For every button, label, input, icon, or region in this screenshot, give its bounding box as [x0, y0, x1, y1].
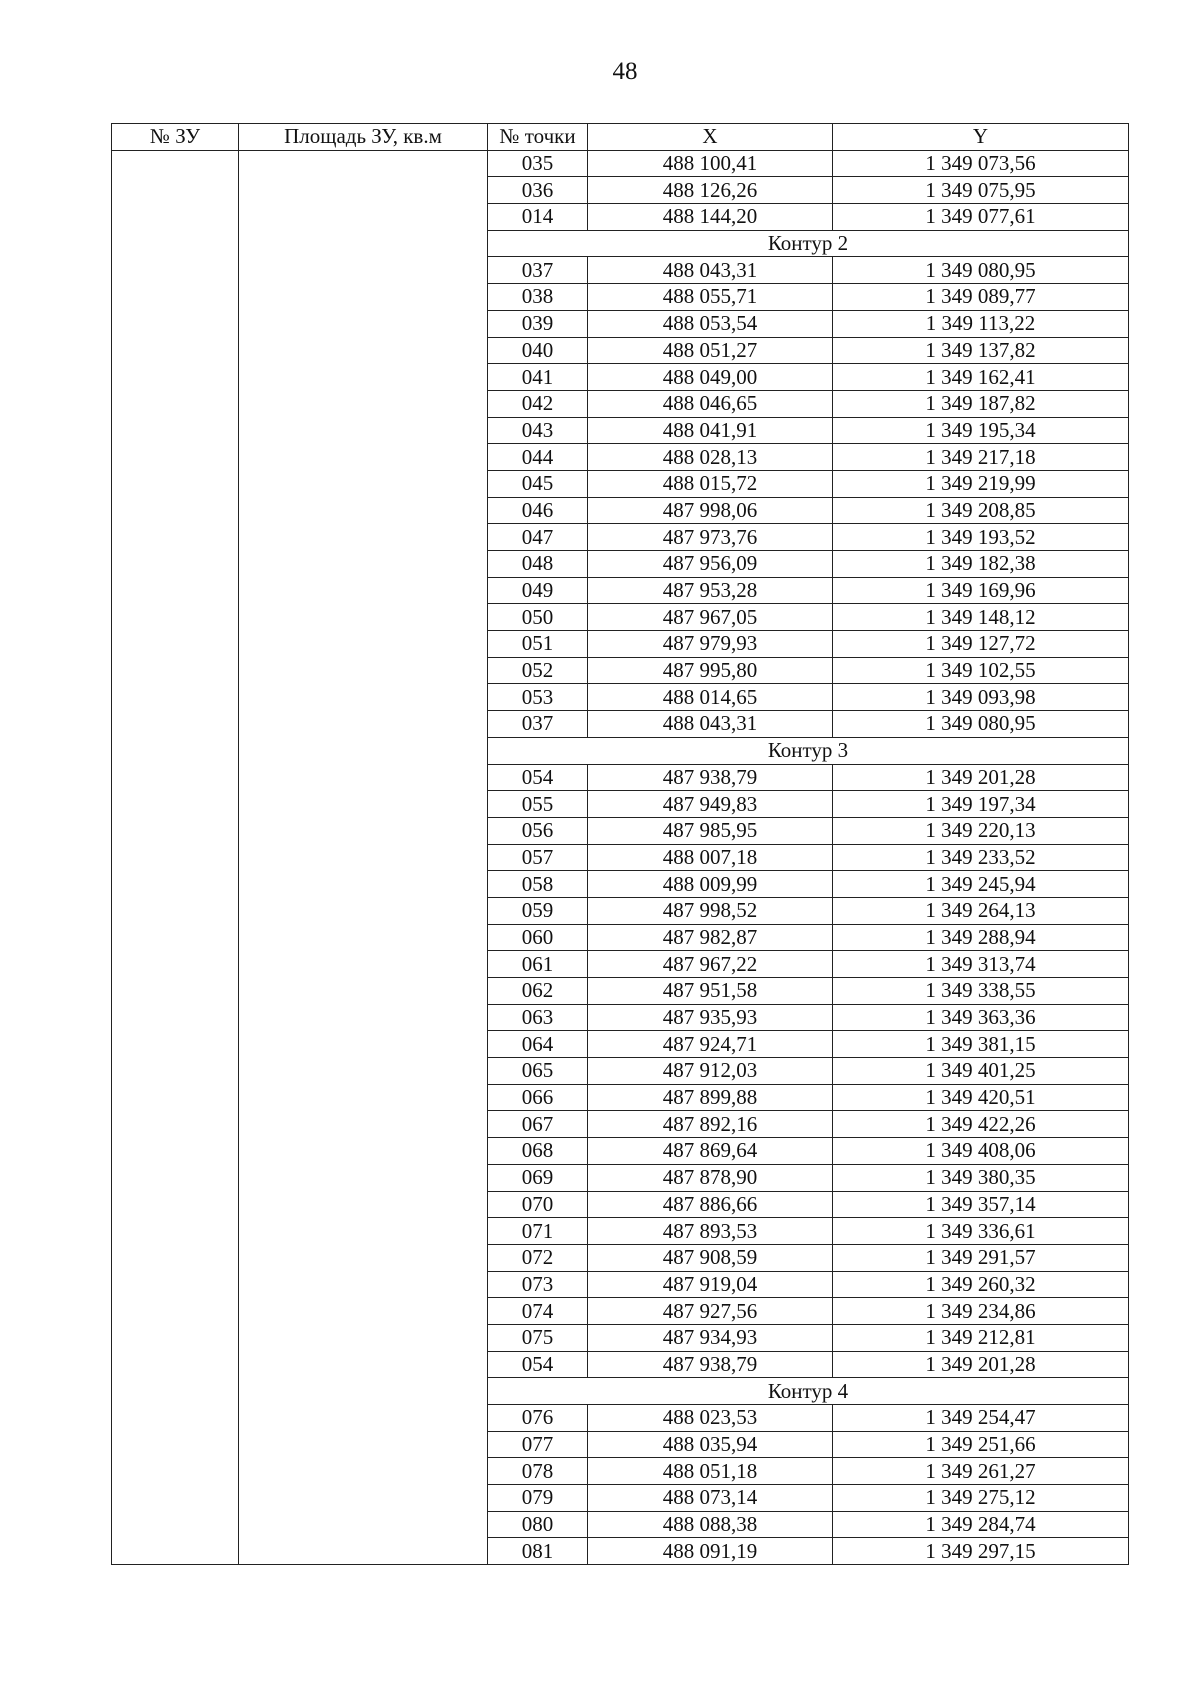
point-number-cell: 058	[488, 871, 588, 898]
x-coordinate-cell: 488 043,31	[588, 257, 833, 284]
x-coordinate-cell: 487 935,93	[588, 1004, 833, 1031]
point-number-cell: 057	[488, 844, 588, 871]
point-number-cell: 061	[488, 951, 588, 978]
x-coordinate-cell: 487 995,80	[588, 657, 833, 684]
header-plot-number: № ЗУ	[112, 124, 239, 151]
point-number-cell: 072	[488, 1244, 588, 1271]
point-number-cell: 043	[488, 417, 588, 444]
point-number-cell: 081	[488, 1538, 588, 1565]
y-coordinate-cell: 1 349 193,52	[833, 524, 1129, 551]
x-coordinate-cell: 487 982,87	[588, 924, 833, 951]
y-coordinate-cell: 1 349 201,28	[833, 1351, 1129, 1378]
x-coordinate-cell: 487 938,79	[588, 1351, 833, 1378]
point-number-cell: 064	[488, 1031, 588, 1058]
y-coordinate-cell: 1 349 182,38	[833, 551, 1129, 578]
x-coordinate-cell: 487 985,95	[588, 817, 833, 844]
point-number-cell: 041	[488, 364, 588, 391]
x-coordinate-cell: 488 088,38	[588, 1511, 833, 1538]
y-coordinate-cell: 1 349 212,81	[833, 1324, 1129, 1351]
point-number-cell: 035	[488, 150, 588, 177]
y-coordinate-cell: 1 349 187,82	[833, 390, 1129, 417]
point-number-cell: 079	[488, 1485, 588, 1512]
x-coordinate-cell: 488 049,00	[588, 364, 833, 391]
point-number-cell: 075	[488, 1324, 588, 1351]
x-coordinate-cell: 488 073,14	[588, 1485, 833, 1512]
y-coordinate-cell: 1 349 208,85	[833, 497, 1129, 524]
y-coordinate-cell: 1 349 261,27	[833, 1458, 1129, 1485]
point-number-cell: 056	[488, 817, 588, 844]
point-number-cell: 074	[488, 1298, 588, 1325]
table-header-row	[112, 124, 1129, 151]
y-coordinate-cell: 1 349 338,55	[833, 978, 1129, 1005]
x-coordinate-cell: 487 973,76	[588, 524, 833, 551]
point-number-cell: 060	[488, 924, 588, 951]
point-number-cell: 037	[488, 257, 588, 284]
y-coordinate-cell: 1 349 380,35	[833, 1164, 1129, 1191]
point-number-cell: 049	[488, 577, 588, 604]
y-coordinate-cell: 1 349 077,61	[833, 204, 1129, 231]
x-coordinate-cell: 488 046,65	[588, 390, 833, 417]
x-coordinate-cell: 487 979,93	[588, 631, 833, 658]
y-coordinate-cell: 1 349 195,34	[833, 417, 1129, 444]
x-coordinate-cell: 488 035,94	[588, 1431, 833, 1458]
header-x: X	[588, 124, 833, 151]
x-coordinate-cell: 487 938,79	[588, 764, 833, 791]
point-number-cell: 039	[488, 310, 588, 337]
x-coordinate-cell: 487 869,64	[588, 1138, 833, 1165]
y-coordinate-cell: 1 349 113,22	[833, 310, 1129, 337]
y-coordinate-cell: 1 349 260,32	[833, 1271, 1129, 1298]
point-number-cell: 054	[488, 764, 588, 791]
x-coordinate-cell: 488 041,91	[588, 417, 833, 444]
point-number-cell: 045	[488, 470, 588, 497]
x-coordinate-cell: 488 007,18	[588, 844, 833, 871]
table-body	[112, 150, 1129, 1564]
x-coordinate-cell: 488 051,18	[588, 1458, 833, 1485]
x-coordinate-cell: 487 953,28	[588, 577, 833, 604]
x-coordinate-cell: 487 912,03	[588, 1058, 833, 1085]
y-coordinate-cell: 1 349 073,56	[833, 150, 1129, 177]
header-point-number: № точки	[488, 124, 588, 151]
y-coordinate-cell: 1 349 251,66	[833, 1431, 1129, 1458]
y-coordinate-cell: 1 349 089,77	[833, 284, 1129, 311]
point-number-cell: 066	[488, 1084, 588, 1111]
y-coordinate-cell: 1 349 169,96	[833, 577, 1129, 604]
x-coordinate-cell: 487 949,83	[588, 791, 833, 818]
y-coordinate-cell: 1 349 220,13	[833, 817, 1129, 844]
y-coordinate-cell: 1 349 408,06	[833, 1138, 1129, 1165]
y-coordinate-cell: 1 349 284,74	[833, 1511, 1129, 1538]
point-number-cell: 059	[488, 897, 588, 924]
x-coordinate-cell: 487 956,09	[588, 551, 833, 578]
x-coordinate-cell: 488 043,31	[588, 711, 833, 738]
x-coordinate-cell: 487 899,88	[588, 1084, 833, 1111]
point-number-cell: 080	[488, 1511, 588, 1538]
table-row	[112, 150, 1129, 177]
x-coordinate-cell: 488 053,54	[588, 310, 833, 337]
point-number-cell: 047	[488, 524, 588, 551]
x-coordinate-cell: 488 028,13	[588, 444, 833, 471]
x-coordinate-cell: 488 055,71	[588, 284, 833, 311]
y-coordinate-cell: 1 349 162,41	[833, 364, 1129, 391]
y-coordinate-cell: 1 349 201,28	[833, 764, 1129, 791]
point-number-cell: 050	[488, 604, 588, 631]
y-coordinate-cell: 1 349 336,61	[833, 1218, 1129, 1245]
point-number-cell: 042	[488, 390, 588, 417]
contour-label: Контур 3	[488, 737, 1129, 764]
y-coordinate-cell: 1 349 127,72	[833, 631, 1129, 658]
y-coordinate-cell: 1 349 245,94	[833, 871, 1129, 898]
point-number-cell: 037	[488, 711, 588, 738]
point-number-cell: 014	[488, 204, 588, 231]
y-coordinate-cell: 1 349 217,18	[833, 444, 1129, 471]
y-coordinate-cell: 1 349 264,13	[833, 897, 1129, 924]
x-coordinate-cell: 487 886,66	[588, 1191, 833, 1218]
point-number-cell: 078	[488, 1458, 588, 1485]
y-coordinate-cell: 1 349 357,14	[833, 1191, 1129, 1218]
x-coordinate-cell: 488 144,20	[588, 204, 833, 231]
y-coordinate-cell: 1 349 234,86	[833, 1298, 1129, 1325]
plot-number-cell	[112, 150, 239, 1564]
y-coordinate-cell: 1 349 422,26	[833, 1111, 1129, 1138]
y-coordinate-cell: 1 349 275,12	[833, 1485, 1129, 1512]
point-number-cell: 040	[488, 337, 588, 364]
y-coordinate-cell: 1 349 137,82	[833, 337, 1129, 364]
y-coordinate-cell: 1 349 297,15	[833, 1538, 1129, 1565]
x-coordinate-cell: 487 927,56	[588, 1298, 833, 1325]
x-coordinate-cell: 487 998,52	[588, 897, 833, 924]
y-coordinate-cell: 1 349 313,74	[833, 951, 1129, 978]
y-coordinate-cell: 1 349 093,98	[833, 684, 1129, 711]
y-coordinate-cell: 1 349 363,36	[833, 1004, 1129, 1031]
header-plot-area: Площадь ЗУ, кв.м	[239, 124, 488, 151]
y-coordinate-cell: 1 349 075,95	[833, 177, 1129, 204]
point-number-cell: 054	[488, 1351, 588, 1378]
y-coordinate-cell: 1 349 420,51	[833, 1084, 1129, 1111]
x-coordinate-cell: 488 014,65	[588, 684, 833, 711]
point-number-cell: 069	[488, 1164, 588, 1191]
x-coordinate-cell: 487 951,58	[588, 978, 833, 1005]
x-coordinate-cell: 487 934,93	[588, 1324, 833, 1351]
point-number-cell: 068	[488, 1138, 588, 1165]
point-number-cell: 051	[488, 631, 588, 658]
x-coordinate-cell: 487 908,59	[588, 1244, 833, 1271]
y-coordinate-cell: 1 349 254,47	[833, 1405, 1129, 1432]
x-coordinate-cell: 488 091,19	[588, 1538, 833, 1565]
y-coordinate-cell: 1 349 197,34	[833, 791, 1129, 818]
x-coordinate-cell: 488 051,27	[588, 337, 833, 364]
x-coordinate-cell: 487 924,71	[588, 1031, 833, 1058]
y-coordinate-cell: 1 349 080,95	[833, 257, 1129, 284]
contour-label: Контур 4	[488, 1378, 1129, 1405]
point-number-cell: 077	[488, 1431, 588, 1458]
x-coordinate-cell: 487 998,06	[588, 497, 833, 524]
point-number-cell: 065	[488, 1058, 588, 1085]
point-number-cell: 063	[488, 1004, 588, 1031]
plot-area-cell	[239, 150, 488, 1564]
point-number-cell: 055	[488, 791, 588, 818]
x-coordinate-cell: 488 015,72	[588, 470, 833, 497]
point-number-cell: 070	[488, 1191, 588, 1218]
point-number-cell: 038	[488, 284, 588, 311]
contour-label: Контур 2	[488, 230, 1129, 257]
x-coordinate-cell: 487 919,04	[588, 1271, 833, 1298]
x-coordinate-cell: 488 009,99	[588, 871, 833, 898]
y-coordinate-cell: 1 349 401,25	[833, 1058, 1129, 1085]
page-number: 48	[612, 58, 638, 85]
coordinates-table	[111, 123, 1129, 1565]
point-number-cell: 062	[488, 978, 588, 1005]
y-coordinate-cell: 1 349 291,57	[833, 1244, 1129, 1271]
x-coordinate-cell: 488 126,26	[588, 177, 833, 204]
x-coordinate-cell: 487 892,16	[588, 1111, 833, 1138]
y-coordinate-cell: 1 349 148,12	[833, 604, 1129, 631]
y-coordinate-cell: 1 349 233,52	[833, 844, 1129, 871]
y-coordinate-cell: 1 349 102,55	[833, 657, 1129, 684]
point-number-cell: 073	[488, 1271, 588, 1298]
header-y: Y	[833, 124, 1129, 151]
point-number-cell: 044	[488, 444, 588, 471]
y-coordinate-cell: 1 349 288,94	[833, 924, 1129, 951]
point-number-cell: 046	[488, 497, 588, 524]
point-number-cell: 052	[488, 657, 588, 684]
x-coordinate-cell: 487 878,90	[588, 1164, 833, 1191]
x-coordinate-cell: 487 967,22	[588, 951, 833, 978]
point-number-cell: 071	[488, 1218, 588, 1245]
point-number-cell: 076	[488, 1405, 588, 1432]
point-number-cell: 053	[488, 684, 588, 711]
y-coordinate-cell: 1 349 381,15	[833, 1031, 1129, 1058]
x-coordinate-cell: 487 893,53	[588, 1218, 833, 1245]
x-coordinate-cell: 488 100,41	[588, 150, 833, 177]
point-number-cell: 036	[488, 177, 588, 204]
y-coordinate-cell: 1 349 080,95	[833, 711, 1129, 738]
x-coordinate-cell: 487 967,05	[588, 604, 833, 631]
x-coordinate-cell: 488 023,53	[588, 1405, 833, 1432]
point-number-cell: 048	[488, 551, 588, 578]
y-coordinate-cell: 1 349 219,99	[833, 470, 1129, 497]
point-number-cell: 067	[488, 1111, 588, 1138]
